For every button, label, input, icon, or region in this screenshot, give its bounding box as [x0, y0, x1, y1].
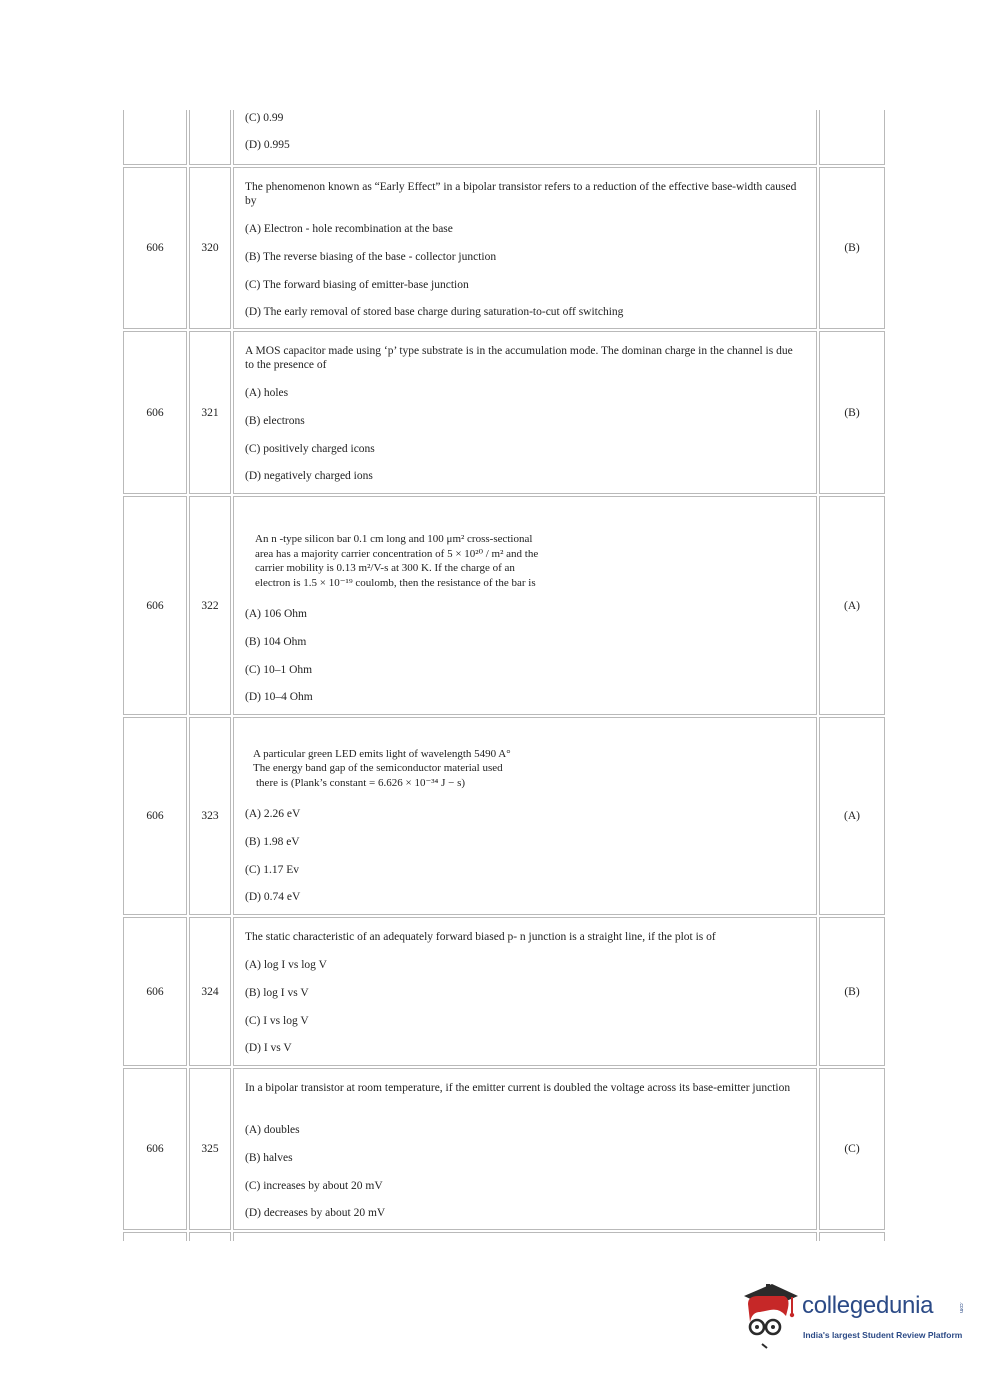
question-number: 325	[189, 1068, 231, 1230]
question-number: 321	[189, 331, 231, 494]
answer-key: (B)	[819, 331, 885, 494]
number-cell	[189, 1232, 231, 1241]
question-text-line: An n -type silicon bar 0.1 cm long and 100 μm² cross-sectional	[255, 533, 533, 545]
question-text: The static characteristic of an adequately forward biased p- n junction is a straight line, if the plot is of	[245, 931, 716, 943]
code-cell: 606	[123, 1068, 187, 1230]
option-c: (C) positively charged icons	[245, 443, 375, 455]
code-cell: 606	[123, 331, 187, 494]
answer-key: (A)	[819, 496, 885, 715]
brand-name: collegedunia	[802, 1292, 934, 1319]
question-cell	[233, 167, 817, 329]
question-cell	[233, 1068, 817, 1230]
option-b: (B) electrons	[245, 415, 305, 427]
option-c: (C) The forward biasing of emitter-base junction	[245, 279, 469, 291]
option-d: (D) 0.995	[245, 139, 290, 151]
option-b: (B) halves	[245, 1152, 293, 1164]
option-a: (A) doubles	[245, 1124, 300, 1136]
table-row	[123, 917, 885, 1066]
table-row	[123, 110, 885, 165]
option-b: (B) 1.98 eV	[245, 836, 300, 848]
code-cell: 606	[123, 717, 187, 915]
table-row	[123, 331, 885, 494]
option-b: (B) 104 Ohm	[245, 636, 307, 648]
answer-cell	[819, 1232, 885, 1241]
option-a: (A) 2.26 eV	[245, 808, 301, 820]
question-text: The phenomenon known as “Early Effect” in a bipolar transistor refers to a reduction of the effective base-width caused by	[245, 181, 797, 207]
question-text-line: electron is 1.5 × 10⁻¹⁹ coulomb, then the resistance of the bar is	[255, 577, 536, 589]
code-cell	[123, 110, 187, 165]
number-cell	[189, 110, 231, 165]
graduate-mascot-icon	[740, 1282, 800, 1352]
table-row	[123, 1068, 885, 1230]
question-number: 322	[189, 496, 231, 715]
option-c: (C) 0.99	[245, 112, 284, 124]
question-text: A MOS capacitor made using ‘p’ type substrate is in the accumulation mode. The dominan charge in the channel is due to the presence of	[245, 345, 793, 371]
option-a: (A) log I vs log V	[245, 959, 327, 971]
code-cell	[123, 1232, 187, 1241]
question-text-line: there is (Plank’s constant = 6.626 × 10⁻³⁴ J − s)	[256, 777, 466, 789]
code-cell: 606	[123, 496, 187, 715]
option-d: (D) 10–4 Ohm	[245, 691, 313, 703]
collegedunia-logo[interactable]	[740, 1282, 970, 1352]
option-c: (C) 1.17 Ev	[245, 864, 299, 876]
brand-suffix: .com	[958, 1302, 964, 1313]
question-text-line: A particular green LED emits light of wavelength 5490 A°	[253, 748, 511, 760]
table-row	[123, 717, 885, 915]
option-d: (D) The early removal of stored base charge during saturation-to-cut off switching	[245, 306, 624, 318]
brand-tagline: India's largest Student Review Platform	[803, 1330, 963, 1340]
question-cell	[233, 917, 817, 1066]
option-d: (D) I vs V	[245, 1042, 292, 1054]
table-row-stub	[123, 1232, 885, 1241]
table-row	[123, 496, 885, 715]
question-number: 320	[189, 167, 231, 329]
option-d: (D) negatively charged ions	[245, 470, 373, 482]
option-c: (C) increases by about 20 mV	[245, 1180, 383, 1192]
option-c: (C) 10–1 Ohm	[245, 664, 313, 676]
question-cell	[233, 1232, 817, 1241]
question-text: In a bipolar transistor at room temperature, if the emitter current is doubled the voltage across its base-emitter junction	[245, 1082, 791, 1094]
option-b: (B) The reverse biasing of the base - collector junction	[245, 251, 497, 263]
question-text-line: The energy band gap of the semiconductor material used	[253, 762, 503, 774]
question-cell	[233, 496, 817, 715]
question-number: 323	[189, 717, 231, 915]
option-a: (A) 106 Ohm	[245, 608, 307, 620]
question-cell	[233, 331, 817, 494]
option-a: (A) Electron - hole recombination at the base	[245, 223, 453, 235]
option-d: (D) decreases by about 20 mV	[245, 1207, 386, 1219]
option-d: (D) 0.74 eV	[245, 891, 301, 903]
question-cell	[233, 110, 817, 165]
option-a: (A) holes	[245, 387, 289, 399]
code-cell: 606	[123, 167, 187, 329]
option-b: (B) log I vs V	[245, 987, 309, 999]
table-row	[123, 167, 885, 329]
option-c: (C) I vs log V	[245, 1015, 309, 1027]
question-text-line: carrier mobility is 0.13 m²/V-s at 300 K. If the charge of an	[255, 562, 515, 574]
question-text-line: area has a majority carrier concentration of 5 × 10²⁰ / m² and the	[255, 548, 539, 560]
answer-key: (B)	[819, 917, 885, 1066]
answer-cell	[819, 110, 885, 165]
answer-key: (C)	[819, 1068, 885, 1230]
question-cell	[233, 717, 817, 915]
question-number: 324	[189, 917, 231, 1066]
code-cell: 606	[123, 917, 187, 1066]
answer-key: (A)	[819, 717, 885, 915]
answer-key: (B)	[819, 167, 885, 329]
